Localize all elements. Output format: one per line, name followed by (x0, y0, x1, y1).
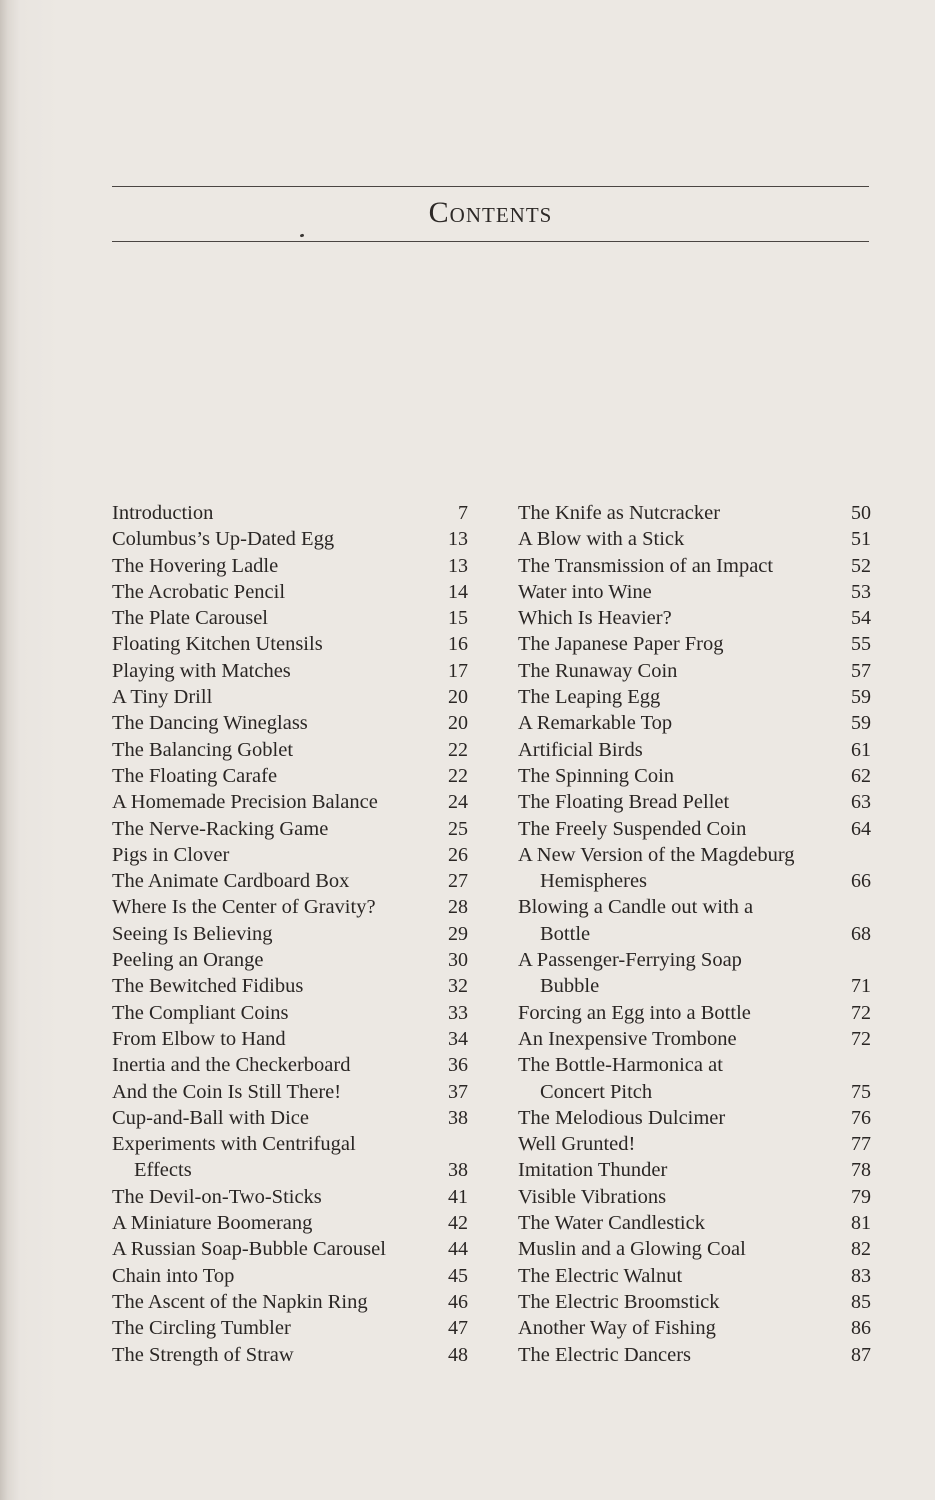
toc-entry (518, 1184, 871, 1210)
toc-entry-title: The Compliant Coins (112, 1001, 289, 1024)
toc-entry-title: Seeing Is Believing (112, 922, 273, 945)
toc-entry-title: A Homemade Precision Balance (112, 791, 378, 814)
toc-entry-page-number: 38 (448, 1106, 468, 1129)
toc-entry-page-number: 38 (448, 1159, 468, 1182)
toc-entry (112, 658, 468, 684)
toc-entry (112, 1026, 468, 1052)
toc-entry (112, 1184, 468, 1210)
toc-entry-page-number: 78 (851, 1159, 871, 1182)
toc-entry (112, 1210, 468, 1236)
toc-entry-title: Peeling an Orange (112, 949, 264, 972)
toc-entry-page-number: 48 (448, 1343, 468, 1366)
toc-entry-title: The Circling Tumbler (112, 1317, 291, 1340)
toc-entry-title: Playing with Matches (112, 659, 291, 682)
toc-entry (112, 868, 468, 894)
toc-entry-title: The Leaping Egg (518, 686, 661, 709)
toc-entry-title: An Inexpensive Trombone (518, 1027, 737, 1050)
toc-entry-title: A Passenger-Ferrying Soap (518, 949, 742, 972)
toc-entry (518, 710, 871, 736)
toc-entry-title: Water into Wine (518, 580, 652, 603)
toc-entry-title: The Floating Bread Pellet (518, 791, 730, 814)
toc-entry (112, 710, 468, 736)
toc-entry-title: Well Grunted! (518, 1133, 636, 1156)
toc-entry-page-number: 52 (851, 554, 871, 577)
toc-entry (518, 1026, 871, 1052)
toc-entry-title: The Dancing Wineglass (112, 712, 308, 735)
toc-entry-page-number: 50 (851, 502, 871, 524)
toc-entry (112, 500, 468, 526)
toc-entry-page-number: 61 (851, 738, 871, 761)
toc-entry-page-number: 75 (851, 1080, 871, 1103)
toc-entry-page-number: 85 (851, 1290, 871, 1313)
toc-entry-page-number: 66 (851, 870, 871, 893)
toc-entry (112, 1263, 468, 1289)
toc-entry (112, 737, 468, 763)
toc-entry-title: Floating Kitchen Utensils (112, 633, 323, 656)
toc-entry-title: Introduction (112, 502, 214, 524)
toc-entry (112, 816, 468, 842)
toc-entry (518, 605, 871, 631)
toc-entry-page-number: 30 (448, 949, 468, 972)
toc-entry (112, 789, 468, 815)
toc-entry (518, 763, 871, 789)
toc-entry-title: The Devil-on-Two-Sticks (112, 1185, 322, 1208)
toc-entry-title: Imitation Thunder (518, 1159, 668, 1182)
toc-entry-title: A Remarkable Top (518, 712, 673, 735)
toc-entry-title: The Spinning Coin (518, 764, 675, 787)
toc-entry (518, 631, 871, 657)
toc-entry (112, 842, 468, 868)
toc-entry-title: Experiments with Centrifugal (112, 1133, 356, 1156)
toc-entry (112, 553, 468, 579)
toc-entry-page-number: 7 (458, 502, 468, 524)
toc-entry-page-number: 42 (448, 1212, 468, 1235)
toc-entry (518, 684, 871, 710)
toc-entry-page-number: 33 (448, 1001, 468, 1024)
toc-entry (518, 1263, 871, 1289)
toc-entry-page-number: 27 (448, 870, 468, 893)
toc-entry-title: The Ascent of the Napkin Ring (112, 1290, 368, 1313)
toc-entry-page-number: 63 (851, 791, 871, 814)
toc-entry-page-number: 72 (851, 1027, 871, 1050)
toc-entry-page-number: 81 (851, 1212, 871, 1235)
toc-entry-title: Where Is the Center of Gravity? (112, 896, 376, 919)
toc-entry-page-number: 15 (448, 607, 468, 630)
toc-entry-title: The Strength of Straw (112, 1343, 294, 1366)
toc-entry-title: The Bottle-Harmonica at (518, 1054, 723, 1077)
toc-entry-title: The Electric Walnut (518, 1264, 683, 1287)
toc-entry-page-number: 79 (851, 1185, 871, 1208)
toc-entry (518, 553, 871, 579)
toc-entry-page-number: 86 (851, 1317, 871, 1340)
toc-entry-page-number: 55 (851, 633, 871, 656)
toc-entry (112, 605, 468, 631)
toc-entry (518, 816, 871, 842)
toc-entry-title: Artificial Birds (518, 738, 643, 761)
toc-entry-page-number: 36 (448, 1054, 468, 1077)
toc-entry (112, 1342, 468, 1368)
toc-entry-title: The Electric Dancers (518, 1343, 692, 1366)
toc-entry (112, 763, 468, 789)
toc-entry-title: From Elbow to Hand (112, 1027, 286, 1050)
toc-entry-title: Forcing an Egg into a Bottle (518, 1001, 751, 1024)
toc-entry (112, 1289, 468, 1315)
toc-entry (112, 947, 468, 973)
toc-entry (518, 1052, 871, 1105)
toc-entry-page-number: 13 (448, 528, 468, 551)
toc-entry-title: The Water Candlestick (518, 1212, 705, 1235)
toc-entry-page-number: 20 (448, 712, 468, 735)
toc-entry-title: The Transmission of an Impact (518, 554, 774, 577)
toc-entry (518, 842, 871, 895)
toc-entry-title: The Balancing Goblet (112, 738, 294, 761)
toc-entry-page-number: 68 (851, 922, 871, 945)
page-title: Contents (428, 196, 553, 229)
toc-entry-title: Muslin and a Glowing Coal (518, 1238, 746, 1261)
toc-entry (112, 1052, 468, 1078)
toc-entry-title-continued: Concert Pitch (540, 1080, 653, 1103)
toc-entry-page-number: 41 (448, 1185, 468, 1208)
toc-entry-title: Cup-and-Ball with Dice (112, 1106, 309, 1129)
toc-entry (112, 631, 468, 657)
ink-speck (300, 233, 305, 237)
toc-entry-page-number: 53 (851, 580, 871, 603)
toc-entry-page-number: 57 (851, 659, 871, 682)
toc-entry (518, 737, 871, 763)
toc-entry-page-number: 26 (448, 843, 468, 866)
toc-entry (518, 789, 871, 815)
toc-entry (518, 658, 871, 684)
toc-entry-title: A New Version of the Magdeburg (518, 843, 795, 866)
toc-entry-page-number: 20 (448, 686, 468, 709)
toc-entry-page-number: 22 (448, 738, 468, 761)
toc-entry-page-number: 32 (448, 975, 468, 998)
toc-entry-page-number: 16 (448, 633, 468, 656)
title-rule-top (112, 186, 869, 187)
toc-entry-page-number: 13 (448, 554, 468, 577)
toc-entry-title: And the Coin Is Still There! (112, 1080, 342, 1103)
toc-entry-title: The Plate Carousel (112, 607, 268, 630)
toc-entry-title: The Hovering Ladle (112, 554, 279, 577)
toc-entry-title: The Floating Carafe (112, 764, 278, 787)
toc-entry-page-number: 46 (448, 1290, 468, 1313)
toc-entry-title-continued: Bubble (540, 975, 600, 998)
toc-entry (518, 1236, 871, 1262)
toc-entry-page-number: 47 (448, 1317, 468, 1340)
toc-entry-title: The Bewitched Fidibus (112, 975, 304, 998)
toc-entry-title: Blowing a Candle out with a (518, 896, 754, 919)
toc-entry-title: The Runaway Coin (518, 659, 678, 682)
toc-entry (112, 1105, 468, 1131)
toc-entry-title: The Japanese Paper Frog (518, 633, 724, 656)
toc-entry (518, 1342, 871, 1368)
toc-entry-title-continued: Effects (134, 1159, 192, 1182)
toc-entry-page-number: 24 (448, 791, 468, 814)
toc-entry (518, 1131, 871, 1157)
toc-entry-page-number: 83 (851, 1264, 871, 1287)
toc-entry-page-number: 34 (448, 1027, 468, 1050)
toc-entry (518, 526, 871, 552)
toc-entry-page-number: 25 (448, 817, 468, 840)
toc-entry (112, 579, 468, 605)
toc-entry-page-number: 64 (851, 817, 871, 840)
toc-entry-page-number: 59 (851, 686, 871, 709)
toc-entry-page-number: 59 (851, 712, 871, 735)
toc-entry (112, 1315, 468, 1341)
toc-entry-title: Which Is Heavier? (518, 607, 672, 630)
toc-entry-title: A Blow with a Stick (518, 528, 685, 551)
toc-entry-title: The Electric Broomstick (518, 1290, 720, 1313)
toc-entry-page-number: 44 (448, 1238, 468, 1261)
toc-entry-page-number: 51 (851, 528, 871, 551)
toc-entry-title: The Animate Cardboard Box (112, 870, 350, 893)
toc-entry-page-number: 72 (851, 1001, 871, 1024)
toc-entry (518, 1105, 871, 1131)
toc-entry-title: Pigs in Clover (112, 843, 230, 866)
toc-entry-title: A Miniature Boomerang (112, 1212, 313, 1235)
toc-entry-title: The Nerve-Racking Game (112, 817, 329, 840)
toc-entry-title: Columbus’s Up-Dated Egg (112, 528, 335, 551)
toc-entry-title: The Acrobatic Pencil (112, 580, 286, 603)
toc-entry-title: Chain into Top (112, 1264, 235, 1287)
toc-entry-page-number: 22 (448, 764, 468, 787)
toc-entry (518, 579, 871, 605)
toc-entry (518, 1315, 871, 1341)
toc-entry (112, 921, 468, 947)
toc-entry-title: Inertia and the Checkerboard (112, 1054, 351, 1077)
toc-entry-page-number: 37 (448, 1080, 468, 1103)
toc-entry-page-number: 54 (851, 607, 871, 630)
toc-entry (112, 1131, 468, 1184)
toc-entry-page-number: 87 (851, 1343, 871, 1366)
toc-entry-page-number: 76 (851, 1106, 871, 1129)
toc-entry (112, 1000, 468, 1026)
toc-entry-page-number: 82 (851, 1238, 871, 1261)
toc-entry-title: The Freely Suspended Coin (518, 817, 747, 840)
toc-entry (112, 894, 468, 920)
toc-entry-page-number: 62 (851, 764, 871, 787)
toc-entry (518, 1210, 871, 1236)
toc-entry (518, 947, 871, 1000)
toc-entry-title: Visible Vibrations (518, 1185, 667, 1208)
toc-entry (112, 526, 468, 552)
toc-entry-title-continued: Bottle (540, 922, 591, 945)
contents-column-left (112, 500, 468, 1368)
toc-entry-page-number: 45 (448, 1264, 468, 1287)
toc-entry-page-number: 71 (851, 975, 871, 998)
toc-entry-title: A Tiny Drill (112, 686, 213, 709)
toc-entry-page-number: 28 (448, 896, 468, 919)
title-rule-bottom (112, 241, 869, 242)
toc-entry-title: A Russian Soap-Bubble Carousel (112, 1238, 386, 1261)
toc-entry-title-continued: Hemispheres (540, 870, 648, 893)
toc-entry (112, 684, 468, 710)
toc-entry-title: The Knife as Nutcracker (518, 502, 721, 524)
toc-entry (518, 894, 871, 947)
toc-entry (112, 973, 468, 999)
toc-entry (112, 1236, 468, 1262)
toc-entry (518, 1157, 871, 1183)
toc-entry (112, 1079, 468, 1105)
toc-entry-page-number: 29 (448, 922, 468, 945)
toc-entry (518, 1000, 871, 1026)
toc-entry-page-number: 14 (448, 580, 468, 603)
toc-entry (518, 500, 871, 526)
toc-entry-title: The Melodious Dulcimer (518, 1106, 726, 1129)
contents-column-right (518, 500, 871, 1368)
toc-entry-title: Another Way of Fishing (518, 1317, 716, 1340)
toc-entry-page-number: 17 (448, 659, 468, 682)
toc-entry (518, 1289, 871, 1315)
toc-entry-page-number: 77 (851, 1133, 871, 1156)
